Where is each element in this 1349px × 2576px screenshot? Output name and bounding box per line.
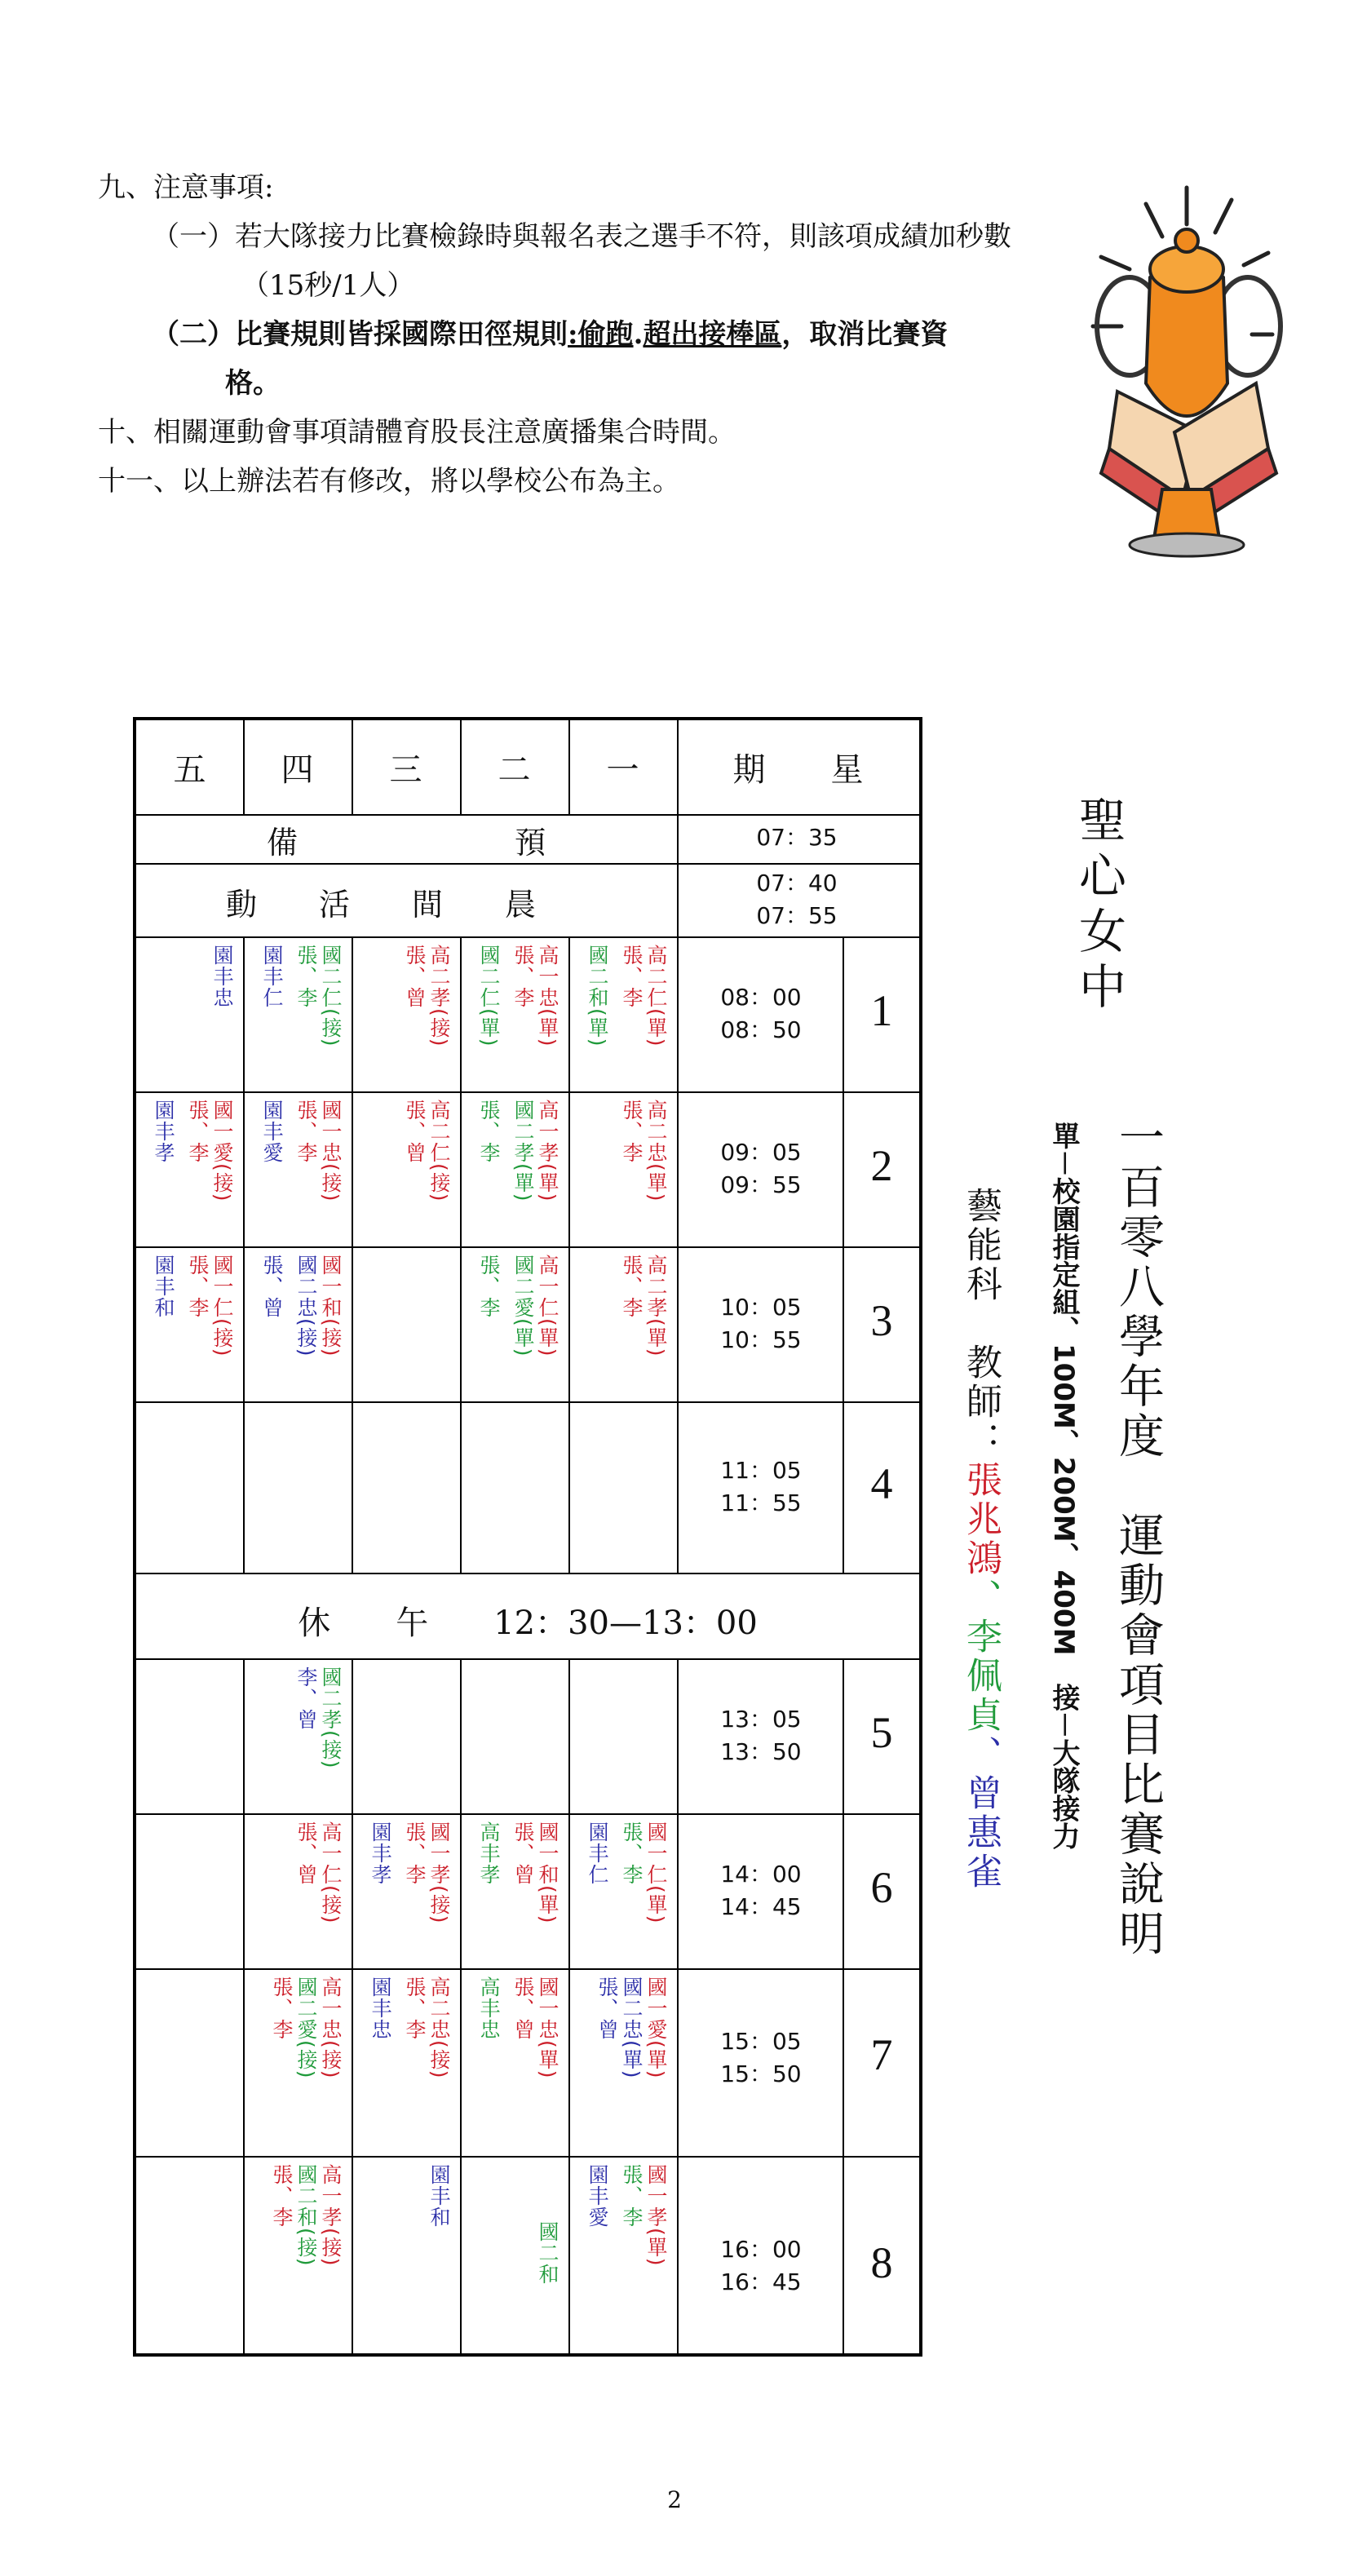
event-p8-mon-b: 張、李: [620, 2164, 644, 2228]
prep-label: 備 預: [267, 824, 546, 861]
event-p5-thu-a: 國二孝(接): [319, 1666, 343, 1769]
event-p8-mon-a: 國一孝(單): [644, 2164, 668, 2267]
event-p3-fri-c: 園丰和: [152, 1255, 175, 1318]
event-p2-mon-b: 張、李: [620, 1100, 644, 1163]
event-p1-thu-b: 張、李: [294, 945, 318, 1008]
event-p3-thu-a: 國一和(接): [319, 1255, 343, 1357]
event-p3-tue-b: 國二愛(單): [511, 1255, 535, 1357]
event-p7-mon-b: 國二忠(單): [620, 1976, 644, 2079]
event-p2-fri-b: 張、李: [186, 1100, 210, 1163]
morning-time-end: 07：55: [756, 902, 838, 929]
event-p2-wed-a: 高二仁(接): [427, 1100, 451, 1202]
period-4-number: 4: [870, 1459, 893, 1508]
department-prefix: 藝能科 教師：: [960, 1187, 1002, 1461]
event-p1-wed-b: 張、曾: [403, 945, 427, 1008]
event-p6-tue-c: 高丰孝: [477, 1821, 501, 1885]
period-7-number: 7: [870, 2030, 893, 2079]
notes-section: [98, 163, 1077, 506]
event-p5-thu-b: 李、曾: [294, 1666, 318, 1730]
event-p2-tue-b: 國二孝(單): [511, 1100, 535, 1202]
event-p3-mon-b: 張、李: [620, 1255, 644, 1318]
event-p1-mon-b: 張、李: [620, 945, 644, 1008]
event-p8-tue-a: 國二和: [536, 2221, 560, 2285]
morning-time-start: 07：40: [756, 870, 838, 896]
event-p1-tue-b: 張、李: [511, 945, 535, 1008]
schedule-table: [133, 717, 922, 2357]
note-item-2-rule2: 超出接棒區: [643, 318, 782, 351]
page-number: 2: [667, 2486, 682, 2513]
day-header-wed: 三: [389, 751, 422, 789]
note-10: 十、相關運動會事項請體育股長注意廣播集合時間。: [98, 416, 736, 449]
event-p6-mon-c: 園丰仁: [586, 1821, 609, 1885]
period-6-number: 6: [870, 1863, 893, 1912]
event-p7-tue-a: 國一忠(單): [536, 1976, 560, 2079]
event-p3-tue-a: 高一仁(單): [536, 1255, 560, 1357]
event-p6-tue-b: 張、曾: [511, 1821, 535, 1885]
event-p7-thu-b: 國二愛(接): [294, 1976, 318, 2079]
note-item-1-cont: （15秒/1人）: [241, 269, 415, 302]
period-8-time: 16：00 16：45: [720, 2236, 802, 2295]
day-header-mon: 一: [606, 751, 639, 789]
event-p1-tue-c: 國二仁(單): [477, 945, 501, 1047]
event-p1-thu-a: 國二仁(接): [319, 945, 343, 1047]
day-header-thu: 四: [281, 751, 314, 789]
note-item-2-cont: 格。: [225, 367, 281, 400]
event-p1-thu-c: 園丰仁: [260, 945, 284, 1008]
event-p8-wed-a: 園丰和: [427, 2164, 451, 2228]
event-p3-fri-b: 張、李: [186, 1255, 210, 1318]
event-p8-thu-c: 張、李: [270, 2164, 294, 2228]
event-p1-mon-a: 高二仁(單): [644, 945, 668, 1047]
event-p8-mon-c: 園丰愛: [586, 2164, 609, 2228]
teacher-3: 曾惠雀: [960, 1774, 1002, 1892]
period-4-time: 11：05 11：55: [720, 1457, 802, 1516]
event-p6-thu-b: 張、曾: [294, 1821, 318, 1885]
period-5-number: 5: [870, 1708, 893, 1757]
period-7-time: 15：05 15：50: [720, 2028, 802, 2087]
event-p2-thu-a: 國一忠(接): [319, 1100, 343, 1202]
event-p6-wed-a: 國一孝(接): [427, 1821, 451, 1924]
period-3-number: 3: [870, 1296, 893, 1345]
event-p7-tue-c: 高丰忠: [477, 1976, 501, 2040]
period-1-time: 08：00 08：50: [720, 984, 802, 1043]
event-p2-thu-c: 園丰愛: [260, 1100, 284, 1163]
morning-time: [707, 867, 887, 932]
morning-activity-label: 動 活 間 晨: [226, 887, 537, 923]
note-item-1: （一）若大隊接力比賽檢錄時與報名表之選手不符，則該項成績加秒數: [152, 220, 1011, 253]
event-p3-thu-c: 張、曾: [260, 1255, 284, 1318]
note-item-2: [98, 310, 1077, 359]
event-p6-mon-a: 國一仁(單): [644, 1821, 668, 1924]
event-p2-tue-c: 張、李: [477, 1100, 501, 1163]
event-p1-wed-a: 高二孝(接): [427, 945, 451, 1047]
event-p8-thu-b: 國二和(接): [294, 2164, 318, 2267]
event-legend: 單－校園指定組、100M、200M、400M 接－大隊接力: [1047, 1122, 1080, 1850]
lunch-break-label: 休 午 12：30—13：00: [298, 1604, 758, 1642]
note-heading: 九、注意事項:: [98, 171, 274, 204]
teacher-1: 張兆鴻: [960, 1461, 1002, 1578]
event-p2-wed-b: 張、曾: [403, 1100, 427, 1163]
day-header-tue: 二: [498, 751, 531, 789]
event-p3-thu-b: 國二忠(接): [294, 1255, 318, 1357]
event-p6-thu-a: 高一仁(接): [319, 1821, 343, 1924]
day-header-fri: 五: [173, 751, 206, 789]
event-p7-tue-b: 張、曾: [511, 1976, 535, 2040]
period-8-number: 8: [870, 2238, 893, 2287]
teacher-sep-1: 、: [960, 1578, 1002, 1618]
page-title: 一百零八學年度 運動會項目比賽說明: [1112, 1113, 1165, 1959]
period-5-time: 13：05 13：50: [720, 1706, 802, 1765]
event-p2-tue-a: 高一孝(單): [536, 1100, 560, 1202]
event-p7-wed-a: 高二忠(接): [427, 1976, 451, 2079]
event-p3-tue-c: 張、李: [477, 1255, 501, 1318]
event-p7-thu-c: 張、李: [270, 1976, 294, 2040]
event-p7-thu-a: 高一忠(接): [319, 1976, 343, 2079]
event-p6-wed-c: 園丰孝: [369, 1821, 392, 1885]
event-p6-tue-a: 國一和(單): [536, 1821, 560, 1924]
note-item-2-prefix: （二）比賽規則皆採國際田徑規則: [152, 318, 568, 351]
period-6-time: 14：00 14：45: [720, 1861, 802, 1920]
event-p7-wed-c: 園丰忠: [369, 1976, 392, 2040]
event-p1-tue-a: 高一忠(單): [536, 945, 560, 1047]
event-p1-mon-c: 國二和(單): [586, 945, 609, 1047]
prep-time: 07：35: [756, 824, 838, 851]
event-p2-mon-a: 高二忠(單): [644, 1100, 668, 1202]
period-1-number: 1: [870, 986, 893, 1035]
event-p8-thu-a: 高一孝(接): [319, 2164, 343, 2267]
trophy-hands-icon: [1085, 179, 1289, 563]
note-item-2-suffix: ，取消比賽資: [781, 318, 949, 351]
event-p6-wed-b: 張、李: [403, 1821, 427, 1885]
teacher-2: 李佩貞: [960, 1618, 1002, 1735]
event-p7-mon-a: 國一愛(單): [644, 1976, 668, 2079]
event-p2-fri-c: 園丰孝: [152, 1100, 175, 1163]
note-11: 十一、以上辦法若有修改，將以學校公布為主。: [98, 465, 680, 498]
period-3-time: 10：05 10：55: [720, 1294, 802, 1353]
week-header: 期 星: [732, 751, 864, 789]
event-p7-wed-b: 張、李: [403, 1976, 427, 2040]
event-p2-thu-b: 張、李: [294, 1100, 318, 1163]
event-p6-mon-b: 張、李: [620, 1821, 644, 1885]
note-item-2-rule1: :偷跑: [568, 318, 634, 351]
period-2-time: 09：05 09：55: [720, 1139, 802, 1198]
event-p1-fri-a: 園丰忠: [210, 945, 234, 1008]
teacher-sep-2: 、: [960, 1735, 1002, 1774]
period-2-number: 2: [870, 1141, 893, 1190]
event-p2-fri-a: 國一愛(接): [210, 1100, 234, 1202]
event-p3-fri-a: 國一仁(接): [210, 1255, 234, 1357]
department-teachers: [954, 1187, 1006, 1892]
note-item-2-dot: .: [633, 318, 644, 351]
school-name: 聖心女中: [1071, 795, 1126, 1017]
event-p3-mon-a: 高二孝(單): [644, 1255, 668, 1357]
event-p7-mon-c: 張、曾: [595, 1976, 619, 2040]
